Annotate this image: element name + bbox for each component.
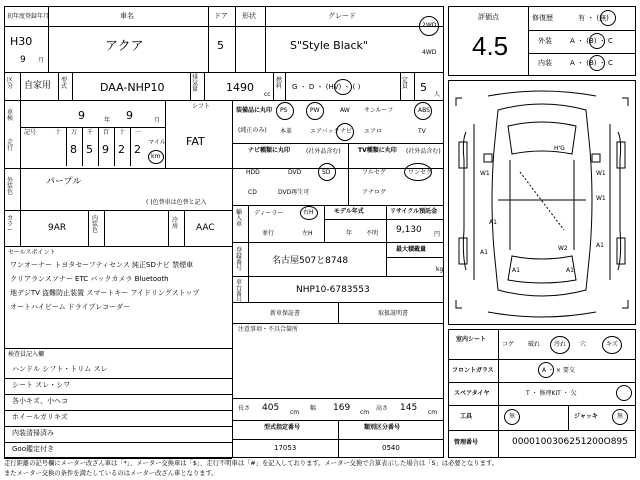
car-name-value: アクア [105, 39, 144, 54]
inspection-month-unit: 月 [154, 117, 161, 124]
seat-option: 破れ [528, 341, 541, 348]
tools-label: 工具 [460, 413, 473, 420]
max-load-unit: kg [436, 266, 444, 273]
sales-points-lines [10, 262, 230, 346]
inspector-label: 検査員記入欄 [8, 351, 45, 358]
ac-value: AAC [196, 223, 215, 233]
seat-option: 穴 [580, 341, 587, 348]
tv-note: (社外品含む) [406, 148, 441, 155]
color-label: 外装色 [7, 177, 14, 196]
mileage-unit-label: 万 [71, 129, 78, 136]
max-load-label: 最大積載量 [396, 246, 427, 253]
navi-sd: SD [322, 169, 331, 176]
sales-point-line: クリアランスソナー ETC バックカメラ Bluetooth [10, 275, 169, 283]
plate-value: 名古屋507と8748 [272, 256, 349, 266]
length-label: 長さ [238, 405, 251, 412]
diagram-w1-top: W1 [596, 195, 606, 202]
mileage-divider [130, 128, 131, 166]
mileage-km-label: km [151, 153, 161, 160]
mileage-digit: 8 [70, 143, 77, 156]
cert-label: 型式指定番号 [264, 424, 301, 431]
glass-options: A ・ × 要交 [542, 367, 575, 374]
tv-oneseg: ワンセグ [408, 169, 433, 176]
color-code-label: カラー [7, 215, 14, 234]
inspector-line: 各小キズ、小ヘコ [12, 397, 69, 405]
displacement-value: 1490 [226, 81, 254, 94]
inspector-line: ハンドル シフト・トリム スレ [12, 365, 108, 373]
interior-b-circle [589, 55, 605, 71]
diagram-a1-bottom-left: A1 [512, 267, 520, 274]
diagram-a1-bottom-right: A1 [566, 267, 574, 274]
sales-point-line: 地デジTV 盗難防止装置 スマートキー アイドリングストップ [10, 289, 200, 297]
interior-color-label: 内装色 [92, 215, 99, 234]
glass-a-circle [538, 362, 554, 378]
doors-value: 5 [217, 39, 224, 52]
inspector-divider [4, 426, 232, 427]
mgmt-value: 0000100306251200O895 [512, 437, 628, 447]
car-name-label: 車名 [120, 12, 134, 20]
length-value: 405 [262, 403, 280, 413]
navi-dvd: DVD [288, 169, 302, 176]
equipment-item: 本革 [280, 128, 293, 135]
equipment-item: PW [310, 107, 320, 114]
tv-fullseg: フルセグ [362, 169, 386, 176]
plate-label: 登録番号 [236, 247, 243, 272]
model-year-unit: 年 [346, 230, 353, 237]
recycle-label: リサイクル預託金 [390, 208, 438, 215]
spare-none-circle [616, 385, 632, 401]
navi-note: (社外品含む) [306, 148, 341, 155]
inspection-month: 9 [126, 109, 133, 122]
doors-label: ドア [214, 12, 228, 20]
capacity-unit: 人 [434, 91, 441, 98]
car-damage-diagram [448, 80, 636, 325]
tv-label: TV種類に丸印 [358, 147, 397, 154]
inspection-year-unit: 年 [104, 117, 111, 124]
length-unit: cm [290, 409, 300, 416]
category-label: 区分 [7, 77, 14, 90]
interior-label: 内装 [538, 59, 552, 67]
model-label: 型式 [61, 77, 68, 90]
class-value: 0540 [382, 444, 400, 452]
mileage-label: 走行 [7, 139, 14, 152]
reg-year-value: H30 [10, 35, 33, 48]
seat-option: キズ [606, 341, 618, 348]
color-value: パープル [46, 177, 82, 187]
equipment-label: 装備品に丸印 [236, 107, 273, 114]
jack-label: ジャッキ [574, 413, 598, 420]
mileage-unit-label: 一 [135, 129, 142, 136]
inspector-divider [4, 394, 232, 395]
cert-value: 17053 [274, 444, 297, 452]
equipment-item: エアロ [364, 128, 383, 135]
diagram-w1-left: W1 [480, 170, 490, 177]
diagram-a1-left: A1 [480, 249, 488, 256]
navi-dvd-playable: DVD再生可 [278, 189, 310, 196]
mileage-divider [114, 128, 115, 166]
jack-value: 無 [617, 413, 624, 420]
tools-value: 無 [509, 413, 516, 420]
inspector-line: 内装清掃済み [12, 429, 54, 437]
color-code-value: 9AR [48, 223, 67, 233]
footer-note-2: またメーター交換の条件を満たしているのはメーター改ざん車となります。 [4, 470, 218, 477]
ac-label: 冷房 [172, 217, 179, 230]
reg-month-value: 9 [20, 55, 26, 65]
height-label: 高さ [376, 405, 389, 412]
fuel-options: G ・ D ・ (HV) ・ ( ) [292, 83, 361, 91]
seat-label: 室内シート [456, 336, 487, 343]
inspector-line: シート スレ・シワ [12, 381, 71, 389]
inspector-line: ホイールガリキズ [12, 413, 68, 421]
sales-point-line: ワンオーナー トヨタセーフティセンス 純正SDナビ 禁煙車 [10, 261, 194, 269]
reg-year-label: 初年度登録年月 [7, 13, 50, 20]
equipment-item: PS [280, 107, 288, 114]
category-value: 自家用 [24, 81, 52, 91]
mileage-unit-label: 十 [119, 129, 126, 136]
equipment-item: ナビ [340, 128, 353, 135]
import-right-hand: 右H [303, 209, 314, 216]
class-label: 類別区分番号 [364, 424, 401, 431]
width-value: 169 [333, 403, 351, 413]
displacement-unit: cc [264, 91, 271, 98]
equipment-item: TV [418, 128, 426, 135]
mileage-digit: 9 [102, 143, 109, 156]
grade-value: S"Style Black" [290, 39, 368, 52]
chassis-value: NHP10-6783553 [296, 285, 370, 295]
capacity-label: 定員 [402, 77, 409, 90]
import-label: 輸入車 [236, 209, 243, 228]
diagram-hg: H'G [554, 145, 565, 152]
inspector-divider [4, 458, 232, 459]
fuel-label: 燃料 [276, 77, 283, 90]
spare-label: スペアタイヤ [454, 390, 490, 397]
diagram-a1-right: A1 [596, 242, 604, 249]
seat-option: コゲ [502, 341, 515, 348]
interior-options: A ・ (B) ・ C [570, 59, 613, 67]
mgmt-label: 管理番号 [454, 439, 479, 446]
sales-points-label: セールスポイント [8, 249, 56, 256]
equipment-row-1 [272, 104, 440, 120]
diagram-w2: W2 [558, 245, 568, 252]
equipment-row-2 [272, 125, 440, 141]
exterior-options: A ・ (B) ・ C [570, 37, 613, 45]
fuel-hv-circle [334, 79, 352, 95]
mileage-divider [66, 128, 67, 166]
warranty-label: 新車保証書 [270, 310, 301, 317]
mileage-unit-label: 十 [55, 129, 62, 136]
reg-month-unit: 月 [38, 57, 45, 64]
mileage-record-label: 記号 [24, 129, 37, 136]
inspector-divider [4, 378, 232, 379]
spare-options: T ・ 修理KIT ・ 欠 [526, 390, 577, 397]
grade-label: グレード [328, 12, 356, 20]
inspector-divider [4, 442, 232, 443]
recycle-unit: 円 [434, 231, 441, 238]
exterior-label: 外装 [538, 37, 552, 45]
model-year-unknown: 不明 [366, 230, 379, 237]
mileage-divider [98, 128, 99, 166]
import-left-hand: 左H [302, 230, 313, 237]
recycle-value: 9,130 [396, 225, 422, 235]
equipment-item: エアバック [310, 128, 340, 135]
inspector-lines [4, 362, 232, 458]
chassis-label: 車台番号 [236, 279, 243, 304]
navi-label: ナビ種類に丸印 [248, 147, 291, 154]
exterior-b-circle [589, 33, 605, 49]
glass-label: フロントガラス [452, 367, 494, 374]
manual-label: 取扱説明書 [378, 310, 409, 317]
navi-cd: CD [248, 189, 257, 196]
shift-label: シフト [192, 103, 211, 110]
equipment-sub-label: (純正のみ) [238, 127, 267, 134]
capacity-value: 5 [420, 81, 427, 94]
footer-note-1: 走行距離の記号欄にメーター改ざん車は「*」、メーター交換車は「$」、走行不明車は「#」を記入しております。メーター交換で合算表示した場合は「S」は必要となります。 [4, 460, 498, 467]
diagram-a1-mid: A1 [489, 219, 497, 226]
inspector-divider [4, 410, 232, 411]
import-parallel: 並行 [262, 230, 275, 237]
model-year-label: モデル年式 [334, 208, 364, 215]
color-note: ( )色替車は色替と記入 [146, 199, 207, 206]
width-unit: cm [360, 409, 370, 416]
mileage-mile-label: マイル [148, 139, 166, 146]
tv-analog: アナログ [362, 189, 387, 196]
mileage-unit-label: 百 [103, 129, 110, 136]
model-value: DAA-NHP10 [100, 81, 165, 94]
mileage-digit: 5 [86, 143, 93, 156]
mileage-digit: 2 [134, 143, 141, 156]
diagram-w1-right: W1 [596, 170, 606, 177]
height-value: 145 [400, 403, 418, 413]
shape-label: 形状 [242, 12, 256, 20]
height-unit: cm [428, 409, 438, 416]
navi-hdd: HDD [246, 169, 260, 176]
mileage-divider [82, 128, 83, 166]
inspection-label: 車検 [7, 109, 14, 122]
inspection-year: 9 [78, 109, 85, 122]
equipment-item: AW [340, 107, 350, 114]
fourwd-label: 4WD [422, 49, 437, 56]
seat-option: 汚れ [554, 341, 567, 348]
mileage-unit-label: 千 [87, 129, 94, 136]
seat-options [502, 336, 634, 356]
mileage-digits [50, 128, 146, 166]
score-label: 評価点 [478, 13, 499, 21]
sales-point-line: オートハイビーム ドライブレコーダー [10, 303, 131, 311]
repair-options: 有 ・ (無) [578, 14, 609, 22]
twowd-label: 2WD [422, 22, 437, 29]
notes-label: 注意事項・不具合箇所 [238, 326, 299, 333]
equipment-item: サンルーフ [364, 107, 394, 114]
mileage-digit: 2 [118, 143, 125, 156]
inspector-line: Goo鑑定付き [12, 445, 54, 453]
repair-label: 修復歴 [532, 14, 553, 22]
width-label: 幅 [310, 405, 317, 412]
equipment-item: ABS [418, 107, 430, 114]
shift-value: FAT [186, 135, 205, 148]
import-dealer: ディーラー [254, 210, 284, 217]
score-value: 4.5 [472, 31, 509, 61]
displacement-label: 排気量 [192, 74, 199, 93]
repair-none-circle [600, 10, 616, 26]
